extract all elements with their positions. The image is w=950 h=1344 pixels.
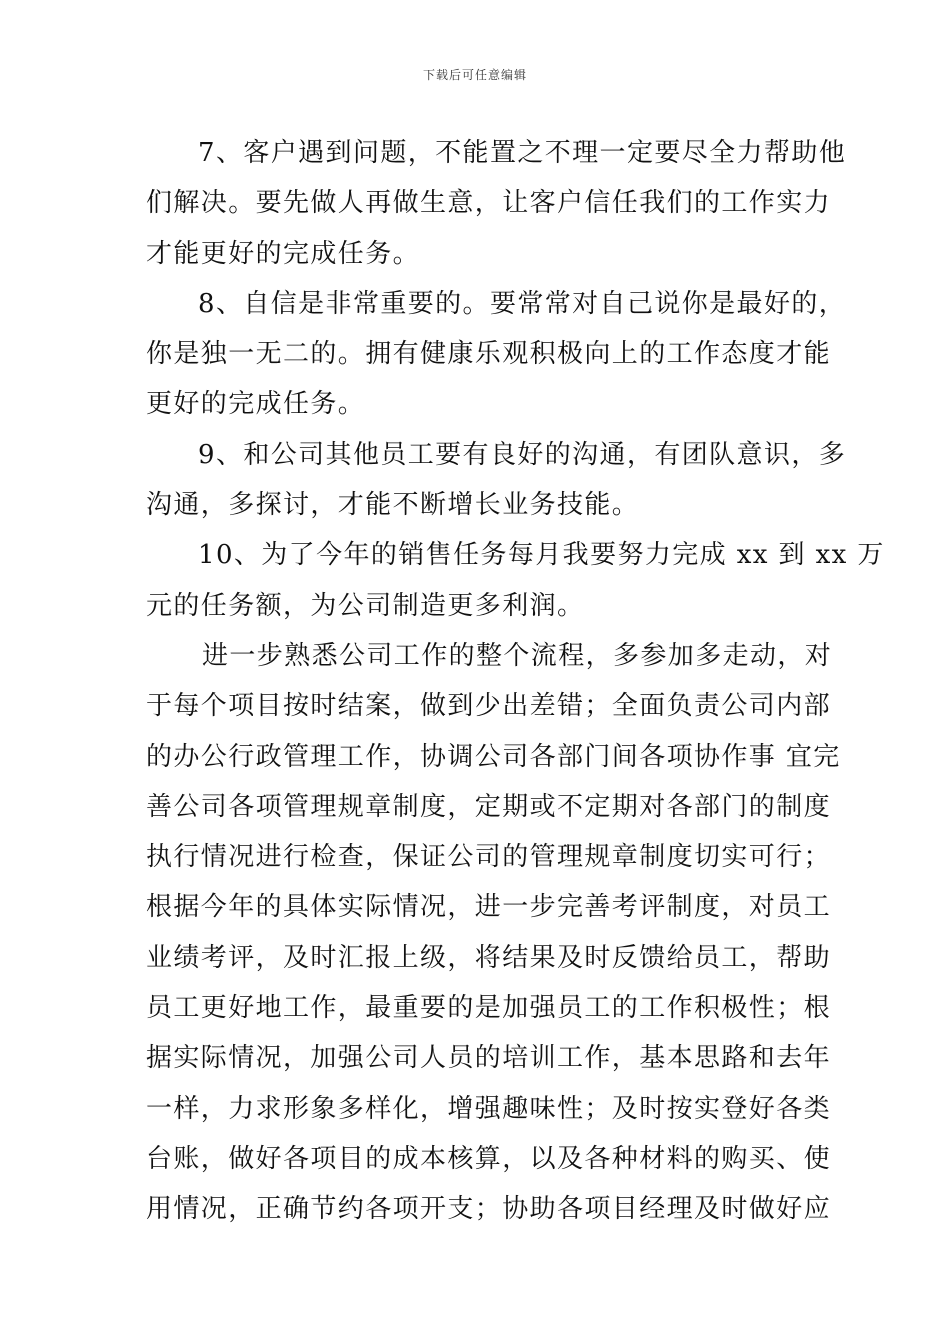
paragraph-item-9: [146, 430, 847, 531]
paragraph-line: 据实际情况，加强公司人员的培训工作，基本思路和去年: [146, 1043, 832, 1074]
paragraph-line: 业绩考评，及时汇报上级，将结果及时反馈给员工，帮助: [146, 942, 832, 973]
paragraph-line: 沟通，多探讨，才能不断增长业务技能。: [146, 490, 640, 521]
paragraph-line: 更好的完成任务。: [146, 389, 366, 420]
paragraph-line: 10、为了今年的销售任务每月我要努力完成 xx 到 xx 万: [198, 540, 885, 571]
paragraph-line: 7、客户遇到问题，不能置之不理一定要尽全力帮助他: [198, 138, 847, 168]
paragraph-line: 们解决。要先做人再做生意，让客户信任我们的工作实力: [146, 188, 832, 219]
paragraph-line: 你是独一无二的。拥有健康乐观积极向上的工作态度才能: [146, 339, 832, 370]
paragraph-line: 8、自信是非常重要的。要常常对自己说你是最好的，: [198, 288, 847, 319]
paragraph-item-10: [146, 530, 885, 631]
document-body: [146, 128, 885, 1235]
paragraph-line: 员工更好地工作，最重要的是加强员工的工作积极性；根: [146, 993, 832, 1024]
paragraph-line: 9、和公司其他员工要有良好的沟通，有团队意识，多: [198, 439, 847, 470]
paragraph-work-plan: [146, 631, 841, 1235]
paragraph-line: 台账，做好各项目的成本核算，以及各种材料的购买、使: [146, 1143, 832, 1174]
paragraph-line: 才能更好的完成任务。: [146, 238, 421, 269]
page-header: 下载后可任意编辑: [422, 68, 527, 82]
paragraph-item-7: [146, 128, 847, 279]
paragraph-line: 于每个项目按时结案，做到少出差错；全面负责公司内部: [146, 691, 832, 722]
paragraph-line: 善公司各项管理规章制度，定期或不定期对各部门的制度: [146, 791, 832, 822]
paragraph-item-8: [146, 279, 847, 430]
paragraph-line: 用情况，正确节约各项开支；协助各项目经理及时做好应: [146, 1194, 832, 1225]
paragraph-line: 一样，力求形象多样化，增强趣味性；及时按实登好各类: [146, 1093, 832, 1124]
paragraph-line: 的办公行政管理工作，协调公司各部门间各项协作事 宜完: [146, 741, 841, 772]
paragraph-line: 执行情况进行检查，保证公司的管理规章制度切实可行；: [146, 842, 832, 873]
paragraph-line: 进一步熟悉公司工作的整个流程，多参加多走动，对: [202, 640, 833, 671]
paragraph-line: 根据今年的具体实际情况，进一步完善考评制度，对员工: [146, 892, 832, 923]
paragraph-line: 元的任务额，为公司制造更多利润。: [146, 590, 585, 621]
